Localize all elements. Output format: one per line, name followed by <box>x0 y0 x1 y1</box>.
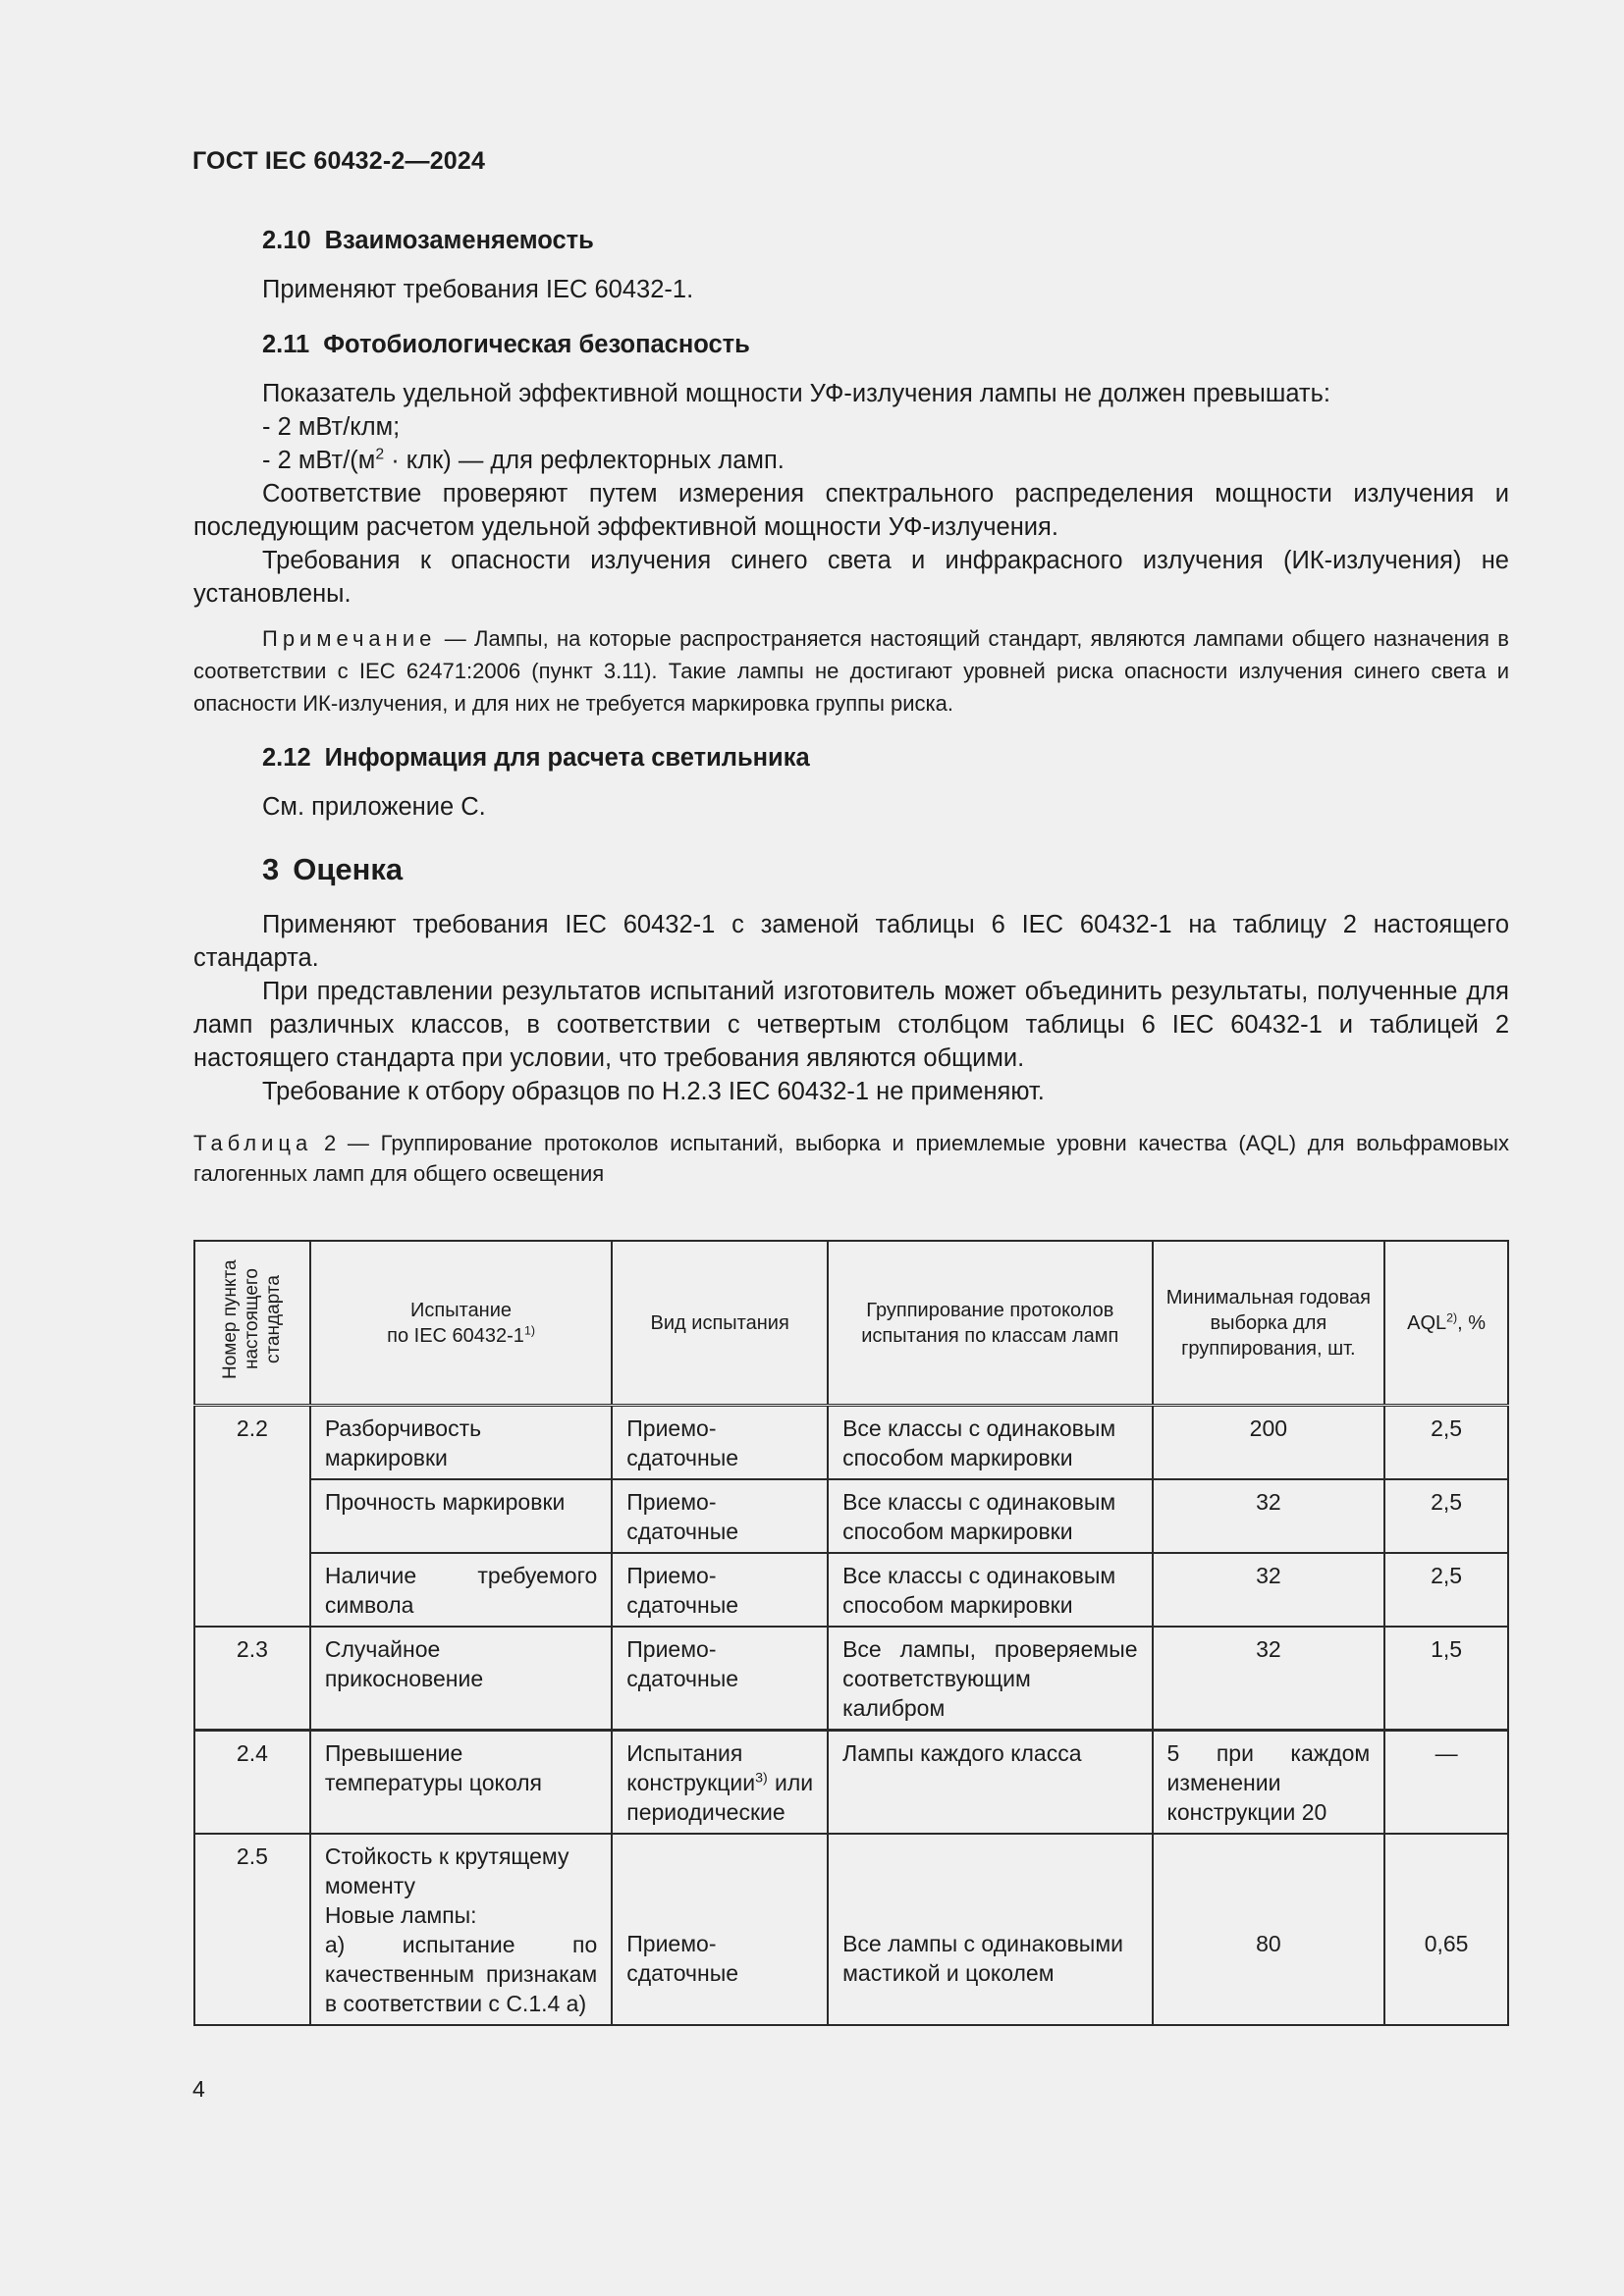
section-number: 3 <box>262 852 280 886</box>
cell-kind <box>612 1731 828 1835</box>
section-title: Фотобиологическая безопасность <box>323 331 750 358</box>
header-test-kind: Вид испытания <box>612 1241 828 1406</box>
section-title: Информация для расчета светильника <box>324 744 810 772</box>
section-2-10-text: Применяют требования IEC 60432-1. <box>262 276 694 303</box>
header-grouping: Группирование протоколов испытания по классам ламп <box>828 1241 1152 1406</box>
cell-min: 32 <box>1153 1627 1385 1731</box>
section-number: 2.10 <box>262 227 311 254</box>
cell-group: Все классы с одинаковым способом маркировки <box>828 1406 1152 1480</box>
cell-clause: 2.4 <box>194 1731 310 1835</box>
cell-text: Новые лампы: <box>324 1902 477 1928</box>
table-row <box>194 1479 1508 1553</box>
uv-limit-item-2 <box>193 444 1509 477</box>
cell-test: Разборчивость маркировки <box>310 1406 612 1480</box>
cell-aql: 1,5 <box>1384 1627 1508 1731</box>
cell-group: Все лампы, проверяемые соответствующим калибром <box>828 1627 1152 1731</box>
cell-kind: Приемо-сдаточные <box>612 1553 828 1627</box>
cell-min: 80 <box>1153 1834 1385 2025</box>
cell-test: Наличие требуемого символа <box>310 1553 612 1627</box>
cell-min: 32 <box>1153 1479 1385 1553</box>
cell-test: Прочность маркировки <box>310 1479 612 1553</box>
cell-test <box>310 1834 612 2025</box>
section-3-paragraph-2: При представлении результатов испытаний изготовитель может объединить результаты, полученные для ламп различных классов, в соответствии с четвертым столбцом таблицы 6 IEC 60432-1 и таблицей 2 настоящего стандарта при условии, что требования являются общими. <box>193 978 1509 1072</box>
section-3-paragraph-3: Требование к отбору образцов по Н.2.3 IEC 60432-1 не применяют. <box>262 1078 1045 1105</box>
cell-text: а) испытание по качественным признакам в соответствии с С.1.4 а) <box>324 1932 598 2016</box>
section-number: 2.11 <box>262 331 310 358</box>
table-row <box>194 1834 1508 2025</box>
cell-aql: 2,5 <box>1384 1553 1508 1627</box>
uv-limit-item-1: - 2 мВт/клм; <box>262 413 401 441</box>
cell-kind: Приемо-сдаточные <box>612 1406 828 1480</box>
table-caption <box>193 1128 1509 1189</box>
note-text: — Лампы, на которые распространяется настоящий стандарт, являются лампами общего назначения в соответствии с IEC 62471:2006 (пункт 3.11). Такие лампы не достигают уровней риска опасности излучения синего света и опасности ИК-излучения, и для них не требуется маркировка группы риска. <box>193 626 1509 716</box>
cell-aql: 2,5 <box>1384 1479 1508 1553</box>
header-text: по IEC 60432-1 <box>387 1324 524 1347</box>
footnote-ref: 3) <box>755 1770 768 1787</box>
cell-kind: Приемо-сдаточные <box>612 1627 828 1731</box>
table-header-row <box>194 1241 1508 1406</box>
table-caption-label: Таблица <box>193 1131 313 1155</box>
cell-test: Случайное прикосновение <box>310 1627 612 1731</box>
cell-text: или периодические <box>626 1770 814 1825</box>
table-row <box>194 1627 1508 1731</box>
header-text: AQL <box>1407 1311 1447 1334</box>
footnote-ref: 1) <box>523 1322 535 1337</box>
section-number: 2.12 <box>262 744 311 772</box>
cell-kind: Приемо-сдаточные <box>612 1834 828 2025</box>
page-number: 4 <box>192 2076 205 2102</box>
table-row <box>194 1406 1508 1480</box>
header-text: Номер пункта настоящего стандарта <box>219 1259 284 1379</box>
table-caption-text: 2 — Группирование протоколов испытаний, выборка и приемлемые уровни качества (AQL) для вольфрамовых галогенных ламп для общего освещения <box>193 1131 1509 1186</box>
cell-text: Испытания конструкции <box>626 1740 756 1795</box>
table-row <box>194 1731 1508 1835</box>
section-2-10-heading <box>193 224 1509 257</box>
cell-group: Все лампы с одинаковыми мастикой и цоколем <box>828 1834 1152 2025</box>
cell-aql: — <box>1384 1731 1508 1835</box>
document-body <box>193 224 1509 1189</box>
blue-light-paragraph: Требования к опасности излучения синего света и инфракрасного излучения (ИК-излучения) не установлены. <box>193 547 1509 608</box>
uv-limit-paragraph: Показатель удельной эффективной мощности УФ-излучения лампы не должен превышать: <box>262 380 1330 407</box>
section-2-12-heading <box>193 741 1509 774</box>
section-2-12-text: См. приложение С. <box>262 793 486 821</box>
header-min-sample: Минимальная годовая выборка для группирования, шт. <box>1153 1241 1385 1406</box>
header-aql <box>1384 1241 1508 1406</box>
cell-group: Лампы каждого класса <box>828 1731 1152 1835</box>
cell-clause: 2.5 <box>194 1834 310 2025</box>
cell-group: Все классы с одинаковым способом маркировки <box>828 1553 1152 1627</box>
cell-aql: 0,65 <box>1384 1834 1508 2025</box>
cell-min: 5 при каждом изменении конструкции 20 <box>1153 1731 1385 1835</box>
header-text: , % <box>1457 1311 1487 1334</box>
header-test <box>310 1241 612 1406</box>
item-text: · клк) — для рефлекторных ламп. <box>384 447 785 474</box>
note-label: Примечание <box>262 626 437 651</box>
cell-aql: 2,5 <box>1384 1406 1508 1480</box>
document-header: ГОСТ IEC 60432-2—2024 <box>192 147 486 175</box>
test-grouping-table <box>193 1240 1509 2026</box>
cell-min: 32 <box>1153 1553 1385 1627</box>
section-2-11-heading <box>193 328 1509 361</box>
section-3-paragraph-1: Применяют требования IEC 60432-1 с заменой таблицы 6 IEC 60432-1 на таблицу 2 настоящего стандарта. <box>193 911 1509 972</box>
section-title: Оценка <box>293 852 404 886</box>
header-clause-number <box>194 1241 310 1406</box>
cell-test: Превышение температуры цоколя <box>310 1731 612 1835</box>
compliance-paragraph: Соответствие проверяют путем измерения спектрального распределения мощности излучения и последующим расчетом удельной эффективной мощности УФ-излучения. <box>193 480 1509 541</box>
section-3-heading <box>193 853 1509 886</box>
cell-kind: Приемо-сдаточные <box>612 1479 828 1553</box>
cell-text: Стойкость к крутящему моменту <box>324 1843 569 1898</box>
cell-min: 200 <box>1153 1406 1385 1480</box>
section-title: Взаимозаменяемость <box>324 227 594 254</box>
note-paragraph <box>193 622 1509 720</box>
table-row <box>194 1553 1508 1627</box>
header-text: Испытание <box>410 1299 513 1321</box>
superscript: 2 <box>375 446 385 463</box>
cell-clause: 2.2 <box>194 1406 310 1628</box>
footnote-ref: 2) <box>1446 1309 1458 1324</box>
cell-group: Все классы с одинаковым способом маркировки <box>828 1479 1152 1553</box>
cell-clause: 2.3 <box>194 1627 310 1731</box>
item-text: - 2 мВт/(м <box>262 447 376 474</box>
